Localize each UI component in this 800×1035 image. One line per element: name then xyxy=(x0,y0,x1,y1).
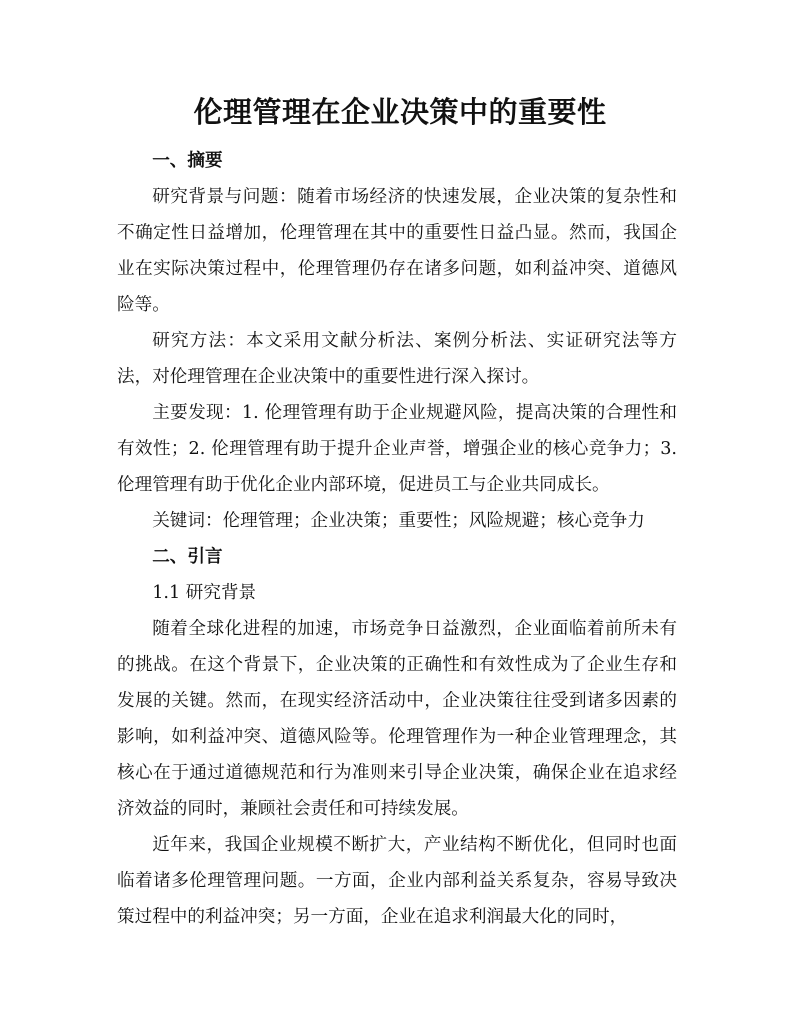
introduction-paragraph-2: 近年来，我国企业规模不断扩大，产业结构不断优化，但同时也面临着诸多伦理管理问题。一方面，企业内部利益关系复杂，容易导致决策过程中的利益冲突；另一方面，企业在追求利润最大化的同时， xyxy=(117,835,677,927)
document-title: 伦理管理在企业决策中的重要性 xyxy=(193,95,607,129)
subsection-heading-background: 1.1 研究背景 xyxy=(152,583,257,603)
section-heading-introduction: 二、引言 xyxy=(152,547,223,567)
section-heading-abstract: 一、摘要 xyxy=(152,151,223,171)
abstract-findings-paragraph: 主要发现：1. 伦理管理有助于企业规避风险，提高决策的合理性和有效性；2. 伦理管理有助于提升企业声誉，增强企业的核心竞争力；3. 伦理管理有助于优化企业内部环境，促进员工与企业共同成长。 xyxy=(117,403,677,495)
introduction-paragraph-1: 随着全球化进程的加速，市场竞争日益激烈，企业面临着前所未有的挑战。在这个背景下，企业决策的正确性和有效性成为了企业生存和发展的关键。然而，在现实经济活动中，企业决策往往受到诸多因素的影响，如利益冲突、道德风险等。伦理管理作为一种企业管理理念，其核心在于通过道德规范和行为准则来引导企业决策，确保企业在追求经济效益的同时，兼顾社会责任和可持续发展。 xyxy=(117,619,677,819)
abstract-keywords-paragraph: 关键词：伦理管理；企业决策；重要性；风险规避；核心竞争力 xyxy=(152,511,645,531)
document-body xyxy=(117,143,677,935)
abstract-method-paragraph: 研究方法：本文采用文献分析法、案例分析法、实证研究法等方法，对伦理管理在企业决策中的重要性进行深入探讨。 xyxy=(117,331,677,387)
abstract-background-paragraph: 研究背景与问题：随着市场经济的快速发展，企业决策的复杂性和不确定性日益增加，伦理管理在其中的重要性日益凸显。然而，我国企业在实际决策过程中，伦理管理仍存在诸多问题，如利益冲突、道德风险等。 xyxy=(117,187,677,315)
